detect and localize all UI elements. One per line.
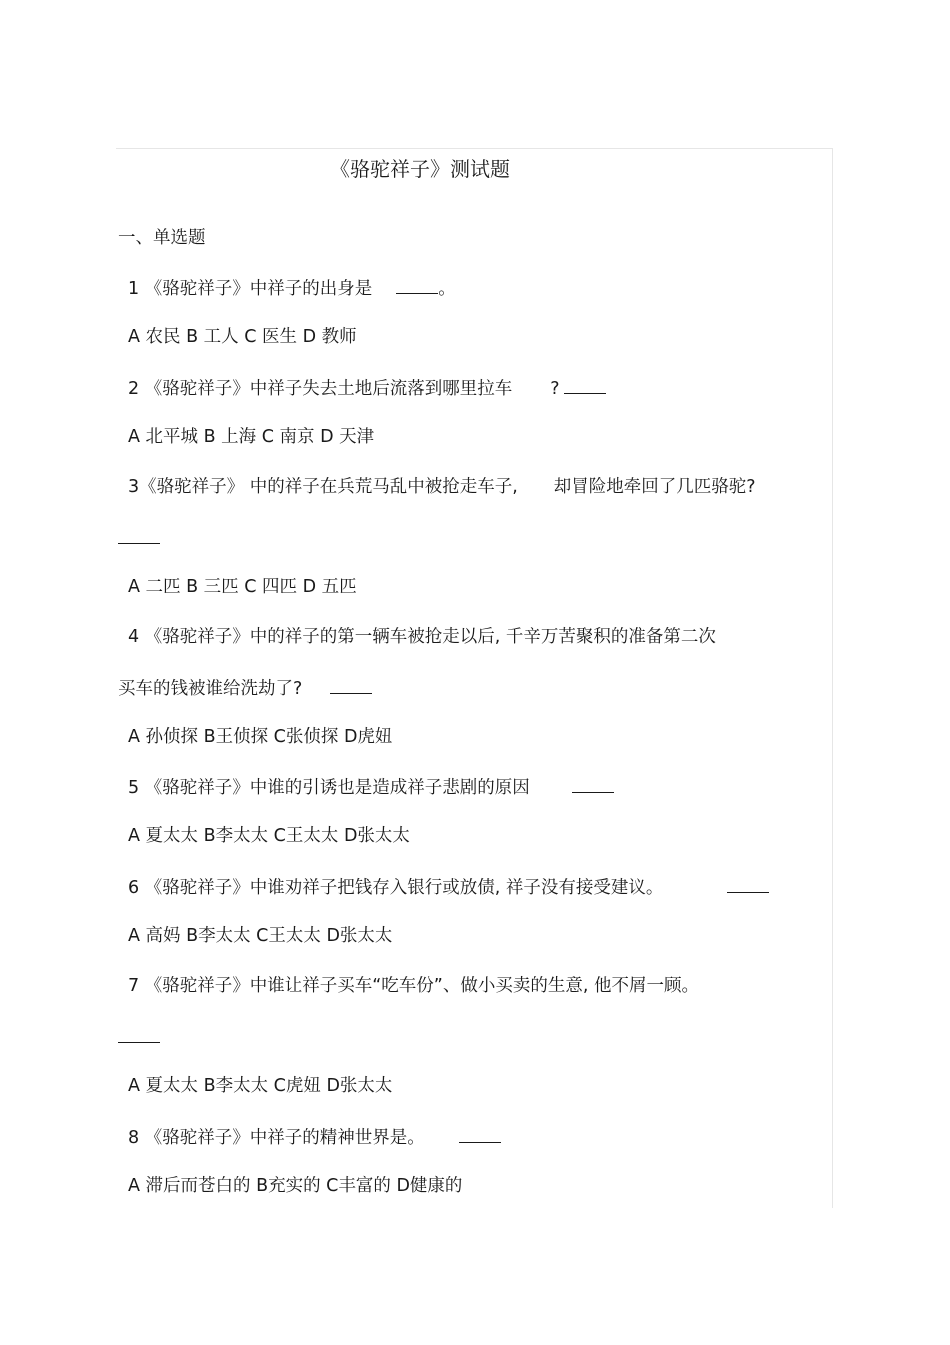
page-title — [0, 155, 950, 183]
question-1-stem: 1 《骆驼祥子》中祥子的出身是 — [128, 279, 373, 299]
question-4-continued — [118, 675, 372, 701]
question-6 — [128, 874, 769, 900]
question-3-blank-line — [118, 525, 160, 551]
question-3-options: A 二匹 B 三匹 C 四匹 D 五匹 — [128, 577, 357, 597]
question-8-options: A 滞后而苍白的 B充实的 C丰富的 D健康的 — [128, 1176, 463, 1196]
answer-blank — [118, 525, 160, 544]
question-8 — [128, 1124, 501, 1150]
question-2-stem: 2 《骆驼祥子》中祥子失去土地后流落到哪里拉车 — [128, 379, 513, 399]
answer-blank — [330, 675, 372, 694]
question-2-qmark: ? — [550, 379, 560, 399]
question-8-stem: 8 《骆驼祥子》中祥子的精神世界是。 — [128, 1128, 425, 1148]
question-7-blank-line — [118, 1024, 160, 1050]
section-heading: 一、单选题 — [118, 228, 206, 248]
answer-blank — [572, 774, 614, 793]
question-7-options: A 夏太太 B李太太 C虎妞 D张太太 — [128, 1076, 393, 1096]
question-6-options: A 高妈 B李太太 C王太太 D张太太 — [128, 926, 393, 946]
title-text: 《骆驼祥子》测试题 — [330, 157, 510, 181]
answer-blank — [564, 375, 606, 394]
question-1-options: A 农民 B 工人 C 医生 D 教师 — [128, 327, 357, 347]
question-6-stem: 6 《骆驼祥子》中谁劝祥子把钱存入银行或放债, 祥子没有接受建议。 — [128, 878, 664, 898]
question-2-options: A 北平城 B 上海 C 南京 D 天津 — [128, 427, 375, 447]
question-4: 4 《骆驼祥子》中的祥子的第一辆车被抢走以后, 千辛万苦聚积的准备第二次 — [128, 627, 716, 647]
question-5 — [128, 774, 614, 800]
answer-blank — [727, 874, 769, 893]
question-3-stem-a: 3《骆驼祥子》 中的祥子在兵荒马乱中被抢走车子, — [128, 477, 518, 497]
question-3 — [128, 475, 756, 499]
question-1 — [128, 275, 456, 301]
answer-blank — [118, 1024, 160, 1043]
answer-blank — [459, 1124, 501, 1143]
question-5-options: A 夏太太 B李太太 C王太太 D张太太 — [128, 826, 410, 846]
question-7: 7 《骆驼祥子》中谁让祥子买车“吃车份”、做小买卖的生意, 他不屑一顾。 — [128, 976, 699, 996]
question-4-stem-b: 买车的钱被谁给洗劫了? — [118, 679, 303, 699]
answer-blank — [396, 275, 438, 294]
question-1-tail: 。 — [438, 279, 456, 299]
question-4-options: A 孙侦探 B王侦探 C张侦探 D虎妞 — [128, 727, 393, 747]
question-5-stem: 5 《骆驼祥子》中谁的引诱也是造成祥子悲剧的原因 — [128, 778, 530, 798]
question-3-stem-b: 却冒险地牵回了几匹骆驼? — [553, 477, 756, 497]
question-2 — [128, 375, 606, 401]
